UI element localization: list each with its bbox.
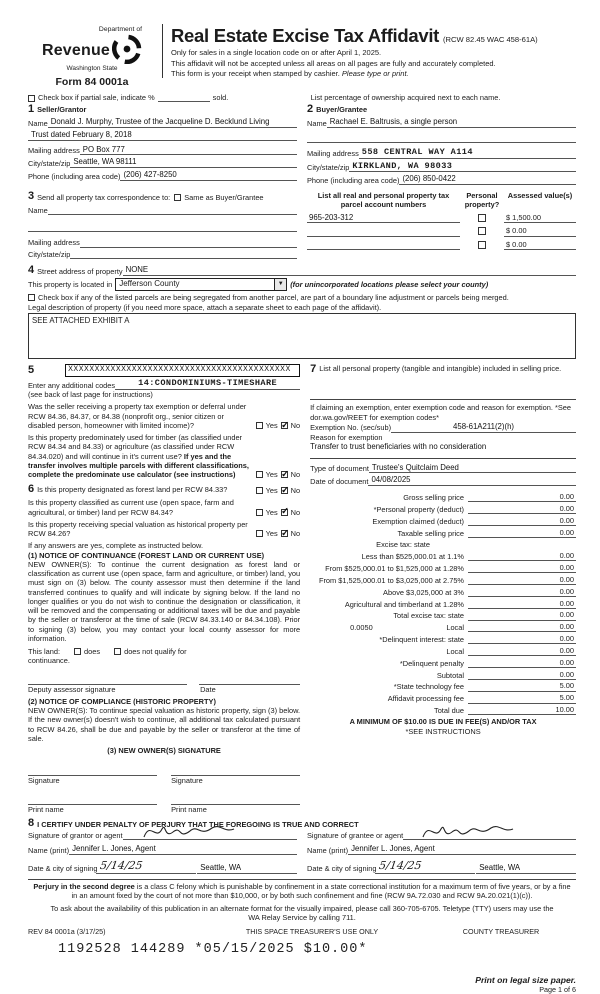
document-type-field[interactable]: Trustee's Quitclaim Deed	[369, 463, 576, 474]
q-exemption-no-checkbox[interactable]	[281, 422, 288, 429]
partial-sale-label: Check box if partial sale, indicate %	[38, 92, 155, 102]
grantor-city-field[interactable]: Seattle, WA	[197, 863, 297, 874]
form-number: Form 84 0001a	[55, 75, 129, 88]
no-label: No	[290, 507, 301, 517]
section-6-number: 6	[28, 483, 35, 496]
grantee-signature-label: Signature of grantee or agent	[307, 830, 404, 840]
grantor-signature-scribble	[138, 819, 238, 845]
assessed-value-field[interactable]: $ 0.00	[504, 226, 576, 236]
this-land-label: This land:	[28, 647, 61, 657]
section-8-number: 8	[28, 816, 35, 829]
deputy-date-label: Date	[200, 684, 216, 694]
corr-name-field[interactable]	[48, 206, 297, 215]
document-date-field[interactable]: 04/08/2025	[368, 475, 576, 486]
personal-property-field[interactable]	[310, 375, 576, 399]
seller-mailing-label: Mailing address	[28, 146, 80, 156]
county-dropdown-value: Jefferson County	[119, 279, 180, 289]
buyer-mailing-field[interactable]: 558 CENTRAL WAY A114	[359, 147, 576, 159]
historical-question: Is this property receiving special valuation as historical property per RCW 84.26?	[28, 519, 248, 539]
tax-row-value: 0.00	[468, 516, 576, 526]
grantor-date-field[interactable]: 5/14/25	[96, 859, 198, 874]
additional-codes-label: Enter any additional codes	[28, 380, 116, 390]
buyer-phone-label: Phone (including area code)	[307, 175, 400, 185]
does-not-label: does not qualify for	[124, 647, 187, 657]
tax-row-value: 5.00	[468, 681, 576, 691]
personal-property-note: List all personal property (tangible and intangible) included in selling price.	[319, 364, 562, 374]
rcw-reference: (RCW 82.45 WAC 458-61A)	[443, 35, 538, 44]
timber-question-bold: If yes and the transfer involves multiple parcels with different classifications, complete the predominate use calculator (see instructions)	[28, 451, 249, 480]
parcel-row	[307, 213, 576, 224]
parcels-section	[307, 191, 576, 259]
q-exemption-yes-checkbox[interactable]	[256, 422, 263, 429]
buyer-name-field-line2[interactable]	[307, 134, 576, 143]
grantor-name-print-field[interactable]: Jennifer L. Jones, Agent	[69, 844, 297, 855]
see-instructions-note: *SEE INSTRUCTIONS	[405, 726, 481, 736]
type-or-print-note: Please type or print.	[341, 68, 409, 78]
tax-row-label: Less than $525,000.01 at 1.1%	[361, 552, 464, 562]
minimum-due-note: A MINIMUM OF $10.00 IS DUE IN FEE(S) AND/OR TAX	[349, 717, 537, 727]
street-address-label: Street address of property	[37, 266, 123, 276]
local-label: Local	[446, 623, 464, 633]
agency-logo-block	[28, 24, 156, 89]
parcel-number-field[interactable]	[307, 228, 460, 237]
grantee-date-field[interactable]: 5/14/25	[375, 859, 477, 874]
washington-state-label: Washington State	[66, 64, 118, 72]
parcel-number-field[interactable]: 965-203-312	[307, 213, 460, 224]
q-historical-yes-checkbox[interactable]	[256, 530, 263, 537]
parcel-row	[307, 240, 576, 250]
signature-label-2: Signature	[171, 776, 203, 786]
personal-property-checkbox-1[interactable]	[478, 214, 486, 222]
local-tax-value: 0.00	[468, 622, 576, 632]
exemption-intro: If claiming an exemption, enter exemption code and reason for exemption. *See dor.wa.gov/REET for exemption codes*	[310, 403, 572, 422]
tax-row-label: Subtotal	[436, 670, 464, 680]
tax-row-value: 0.00	[468, 646, 576, 656]
does-not-qualify-checkbox[interactable]	[114, 648, 121, 655]
assessed-values-header: Assessed value(s)	[507, 191, 573, 201]
treasurer-stamp: 1192528 144289 *05/15/2025 $10.00*	[58, 941, 368, 957]
assessed-value-field[interactable]: $ 1,500.00	[504, 213, 576, 223]
yes-label: Yes	[265, 507, 278, 517]
notice-continuance-title: (1) NOTICE OF CONTINUANCE (FOREST LAND OR CURRENT USE)	[28, 550, 265, 560]
street-address-field[interactable]: NONE	[123, 265, 576, 276]
grantor-signature-label: Signature of grantor or agent	[28, 830, 123, 840]
header-note-3: This form is your receipt when stamped by cashier.	[171, 68, 340, 78]
section-2-number: 2	[307, 103, 314, 116]
deputy-assessor-signature-field[interactable]	[28, 676, 187, 685]
q-forest-no-checkbox[interactable]	[281, 487, 288, 494]
parcel-numbers-header: List all real and personal property tax parcel account numbers	[317, 191, 450, 210]
excise-tax-state-header: Excise tax: state	[376, 539, 430, 549]
buyer-phone-field[interactable]: (206) 850-0422	[399, 174, 576, 185]
certify-statement: I CERTIFY UNDER PENALTY OF PERJURY THAT THE FOREGOING IS TRUE AND CORRECT	[37, 819, 359, 829]
tax-row-value: 0.00	[468, 587, 576, 597]
seller-phone-field[interactable]: (206) 427-8250	[120, 170, 297, 181]
timber-question: Is this property predominately used for timber (as classified under RCW 84.34 and 84.33) or agriculture (as classified under RCW 84.34.020) and will continue in it's current use?	[28, 433, 243, 461]
notice-continuance-body: NEW OWNER(S): To continue the current designation as forest land or classification as current use (open space, farm and agriculture, or timber) land, you must sign on (3) below. The county assessor must then determine if the land transferred continues to qualify and will indicate by signing below. If the land no longer qualifies or you do not wish to continue the designation or classification, it will be removed and the compensating or additional taxes will be due and payable by the seller or transferor at the time of sale (RCW 84.33.140 or 84.34.108). Prior to signing (3) below, you may contact your local county assessor for more information.	[28, 559, 301, 643]
does-label: does	[84, 647, 101, 657]
notice-compliance-title: (2) NOTICE OF COMPLIANCE (HISTORIC PROPERTY)	[28, 696, 216, 706]
seller-name-field[interactable]: Donald J. Murphy, Trustee of the Jacqueline D. Becklund Living	[48, 117, 297, 128]
tax-row-value: 0.00	[468, 551, 576, 561]
sold-label: sold.	[212, 92, 229, 102]
tax-row-value: 0.00	[468, 610, 576, 620]
tax-row-label: *State technology fee	[393, 682, 464, 692]
document-date-label: Date of document	[310, 476, 369, 486]
legal-description-field[interactable]: SEE ATTACHED EXHIBIT A	[28, 313, 576, 359]
grantee-signature-scribble	[417, 819, 517, 845]
tax-row-label: *Delinquent penalty	[399, 658, 464, 668]
tax-row-value: 0.00	[468, 599, 576, 609]
tax-row-label: Exemption claimed (deduct)	[372, 516, 464, 526]
yes-label: Yes	[265, 486, 278, 496]
buyer-section	[307, 104, 576, 185]
exemption-reason-field[interactable]: Transfer to trust beneficiaries with no consideration	[310, 441, 487, 451]
tax-row-value: 0.00	[468, 575, 576, 585]
partial-sale-checkbox[interactable]	[28, 95, 35, 102]
buyer-csz-field[interactable]: KIRKLAND, WA 98033	[349, 161, 576, 173]
dept-of-label: Department of	[98, 26, 142, 33]
seller-phone-label: Phone (including area code)	[28, 171, 121, 181]
new-owner-print-name-field-1[interactable]	[28, 796, 157, 805]
seller-name-field-line2[interactable]: Trust dated February 8, 2018	[28, 130, 297, 141]
tax-row-value: 0.00	[468, 528, 576, 538]
perjury-text: is a class C felony which is punishable by confinement in a state correctional institution for a maximum term of five years, or by a fine in an amount fixed by the court of not more than $10,000, or by both such confinement and fine (RCW 9A.72.030 and RCW 9A.20.021(1)(c)).	[71, 881, 571, 900]
seller-heading: Seller/Grantor	[37, 105, 87, 115]
accessibility-note: To ask about the availability of this publication in an alternate format for the visually impaired, please call 360-705-6705. Teletype (TTY) users may use the WA Relay Service by calling 711.	[50, 904, 554, 923]
exemption-deferral-question: Was the seller receiving a property tax exemption or deferral under RCW 84.36, 84.37, or 84.38 (nonprofit org., senior citizen or disabled person, homeowner with limited income)?	[28, 402, 247, 430]
buyer-name-field[interactable]: Rachael E. Baltrusis, a single person	[327, 117, 576, 128]
rev-number: REV 84 0001a (3/17/25)	[28, 926, 106, 936]
seller-csz-label: City/state/zip	[28, 158, 71, 168]
tax-row-value: 0.00	[468, 504, 576, 514]
tax-row-value: 0.00	[468, 670, 576, 680]
corr-name-label: Name	[28, 206, 48, 216]
parcel-row	[307, 226, 576, 236]
tax-row-label: Total due	[434, 706, 464, 716]
new-owner-signature-field-1[interactable]	[28, 767, 157, 776]
revenue-wordmark: Revenue	[41, 41, 111, 59]
buyer-mailing-label: Mailing address	[307, 149, 359, 159]
segregated-checkbox[interactable]	[28, 294, 35, 301]
exemption-reason-label: Reason for exemption	[310, 432, 383, 442]
corr-mailing-label: Mailing address	[28, 238, 80, 248]
dor-swirl-logo-icon	[112, 34, 142, 66]
correspondence-heading: Send all property tax correspondence to:	[37, 192, 171, 202]
buyer-name-label: Name	[307, 118, 327, 128]
seller-section	[28, 104, 297, 185]
corr-csz-field[interactable]	[70, 250, 297, 259]
corr-name-field-line2[interactable]	[28, 223, 297, 232]
tax-row-label: Total excise tax: state	[393, 611, 464, 621]
assessed-value-field[interactable]: $ 0.00	[504, 240, 576, 250]
section-3-number: 3	[28, 190, 35, 203]
land-use-code-dropdown-crossed[interactable]: XXXXXXXXXXXXXXXXXXXXXXXXXXXXXXXXXXXXXXXXXX	[65, 364, 300, 377]
q-forest-yes-checkbox[interactable]	[256, 487, 263, 494]
buyer-heading: Buyer/Grantee	[316, 105, 368, 115]
tax-row-label: Affidavit processing fee	[387, 694, 464, 704]
treasurer-space-label: THIS SPACE TREASURER'S USE ONLY	[245, 926, 379, 936]
personal-property-header: Personal property?	[464, 191, 500, 210]
header-note-2: This affidavit will not be accepted unless all areas on all pages are fully and accurately completed.	[171, 58, 496, 68]
additional-codes-field[interactable]: 14:CONDOMINIUMS-TIMESHARE	[115, 378, 300, 390]
tax-row-label: *Delinquent interest: state	[379, 635, 464, 645]
section-7-number: 7	[310, 363, 317, 376]
property-location-section	[28, 265, 576, 360]
seller-mailing-field[interactable]: PO Box 777	[80, 145, 297, 156]
parcel-number-field[interactable]	[307, 241, 460, 250]
tax-row-label: Taxable selling price	[397, 528, 464, 538]
same-as-buyer-checkbox[interactable]	[174, 194, 181, 201]
q-timber-yes-checkbox[interactable]	[256, 471, 263, 478]
current-use-question: Is this property classified as current use (open space, farm and agricultural, or timber) land per RCW 84.34?	[28, 498, 234, 517]
corr-csz-label: City/state/zip	[28, 249, 71, 259]
tax-row-label: Gross selling price	[403, 493, 464, 503]
tax-row-label: From $525,000.01 to $1,525,000 at 1.28%	[325, 563, 464, 573]
new-owner-print-name-field-2[interactable]	[171, 796, 300, 805]
tax-row-value: 0.00	[468, 634, 576, 644]
tax-row-label: Agricultural and timberland at 1.28%	[344, 599, 464, 609]
no-label: No	[290, 420, 301, 430]
forest-land-question: Is this property designated as forest land per RCW 84.33?	[37, 485, 228, 495]
document-type-label: Type of document	[310, 464, 369, 474]
yes-label: Yes	[265, 529, 278, 539]
personal-property-checkbox-3[interactable]	[478, 241, 486, 249]
new-owners-signature-title: (3) NEW OWNER(S) SIGNATURE	[107, 746, 221, 756]
county-treasurer-label: COUNTY TREASURER	[462, 926, 540, 936]
form-header	[28, 24, 576, 89]
no-label: No	[290, 529, 301, 539]
grantee-name-print-label: Name (print)	[307, 845, 349, 855]
county-dropdown-arrow-icon[interactable]: ▼	[274, 279, 286, 290]
signature-label-1: Signature	[28, 776, 60, 786]
tax-row-label: *Personal property (deduct)	[373, 504, 464, 514]
tax-row-value: 0.00	[468, 658, 576, 668]
q-currentuse-yes-checkbox[interactable]	[256, 509, 263, 516]
deputy-date-field[interactable]	[199, 676, 300, 685]
grantor-date-city-label: Date & city of signing	[28, 864, 98, 874]
print-name-label-2: Print name	[171, 804, 207, 814]
grantee-city-field[interactable]: Seattle, WA	[476, 863, 576, 874]
q-historical-no-checkbox[interactable]	[281, 530, 288, 537]
grantee-date-city-label: Date & city of signing	[307, 864, 377, 874]
personal-property-checkbox-2[interactable]	[478, 227, 486, 235]
does-qualify-checkbox[interactable]	[74, 648, 81, 655]
certification-section	[28, 818, 576, 874]
tax-row-value: 5.00	[468, 693, 576, 703]
segregated-note: Check box if any of the listed parcels are being segregated from another parcel, are part of a boundary line adjustment or parcels being merged.	[38, 292, 509, 302]
legal-description-label: Legal description of property (if you need more space, attach a separate sheet to each page of the affidavit).	[28, 303, 382, 313]
print-legal-note: Print on legal size paper.	[475, 974, 576, 985]
tax-row-value: 10.00	[468, 705, 576, 715]
print-name-label-1: Print name	[28, 804, 64, 814]
see-back-note: (see back of last page for instructions)	[28, 390, 153, 400]
deputy-assessor-signature-label: Deputy assessor signature	[28, 684, 116, 694]
county-note: (for unincorporated locations please select your county)	[290, 279, 489, 289]
if-yes-note: If any answers are yes, complete as instructed below.	[28, 541, 203, 551]
local-rate-value: 0.0050	[350, 623, 373, 633]
header-note-1: Only for sales in a single location code on or after April 1, 2025.	[171, 48, 382, 58]
seller-csz-field[interactable]: Seattle, WA 98111	[70, 157, 297, 168]
seller-name-label: Name	[28, 118, 48, 128]
q-timber-no-checkbox[interactable]	[281, 471, 288, 478]
yes-label: Yes	[265, 470, 278, 480]
page-title: Real Estate Excise Tax Affidavit	[171, 25, 440, 46]
tax-row-label: Local	[446, 646, 464, 656]
ownership-note: List percentage of ownership acquired next to each name.	[310, 92, 501, 102]
correspondence-section	[28, 191, 297, 259]
buyer-csz-label: City/state/zip	[307, 163, 350, 173]
q-currentuse-no-checkbox[interactable]	[281, 509, 288, 516]
partial-percent-field[interactable]	[158, 101, 210, 102]
section-1-number: 1	[28, 103, 35, 116]
located-in-label: This property is located in	[28, 279, 113, 289]
county-dropdown[interactable]	[115, 278, 287, 291]
yes-label: Yes	[265, 420, 278, 430]
section-4-number: 4	[28, 263, 35, 276]
new-owner-signature-field-2[interactable]	[171, 767, 300, 776]
grantee-name-print-field[interactable]: Jennifer L. Jones, Agent	[348, 844, 576, 855]
perjury-lead: Perjury in the second degree	[33, 881, 135, 891]
page-number: Page 1 of 6	[539, 985, 576, 994]
notice-compliance-body: NEW OWNER(S): To continue special valuation as historic property, sign (3) below. If the new owner(s) doesn't wish to continue, all additional tax calculated pursuant to RCW 84.26, shall be due and payable by the seller or transferor at the time of sale.	[28, 706, 301, 743]
exemption-no-field[interactable]: 458-61A211(2)(h)	[391, 422, 576, 433]
same-as-buyer-label: Same as Buyer/Grantee	[184, 192, 264, 202]
continuance-label: continuance.	[28, 656, 70, 666]
section-5-number: 5	[28, 364, 35, 377]
tax-row-label: Above $3,025,000 at 3%	[383, 587, 464, 597]
no-label: No	[290, 486, 301, 496]
no-label: No	[290, 470, 301, 480]
corr-mailing-field[interactable]	[80, 239, 297, 248]
grantor-name-print-label: Name (print)	[28, 845, 70, 855]
tax-row-label: From $1,525,000.01 to $3,025,000 at 2.75%	[318, 575, 464, 585]
tax-row-value: 0.00	[468, 563, 576, 573]
tax-row-value: 0.00	[468, 492, 576, 502]
exemption-no-label: Exemption No. (sec/sub)	[310, 423, 392, 433]
